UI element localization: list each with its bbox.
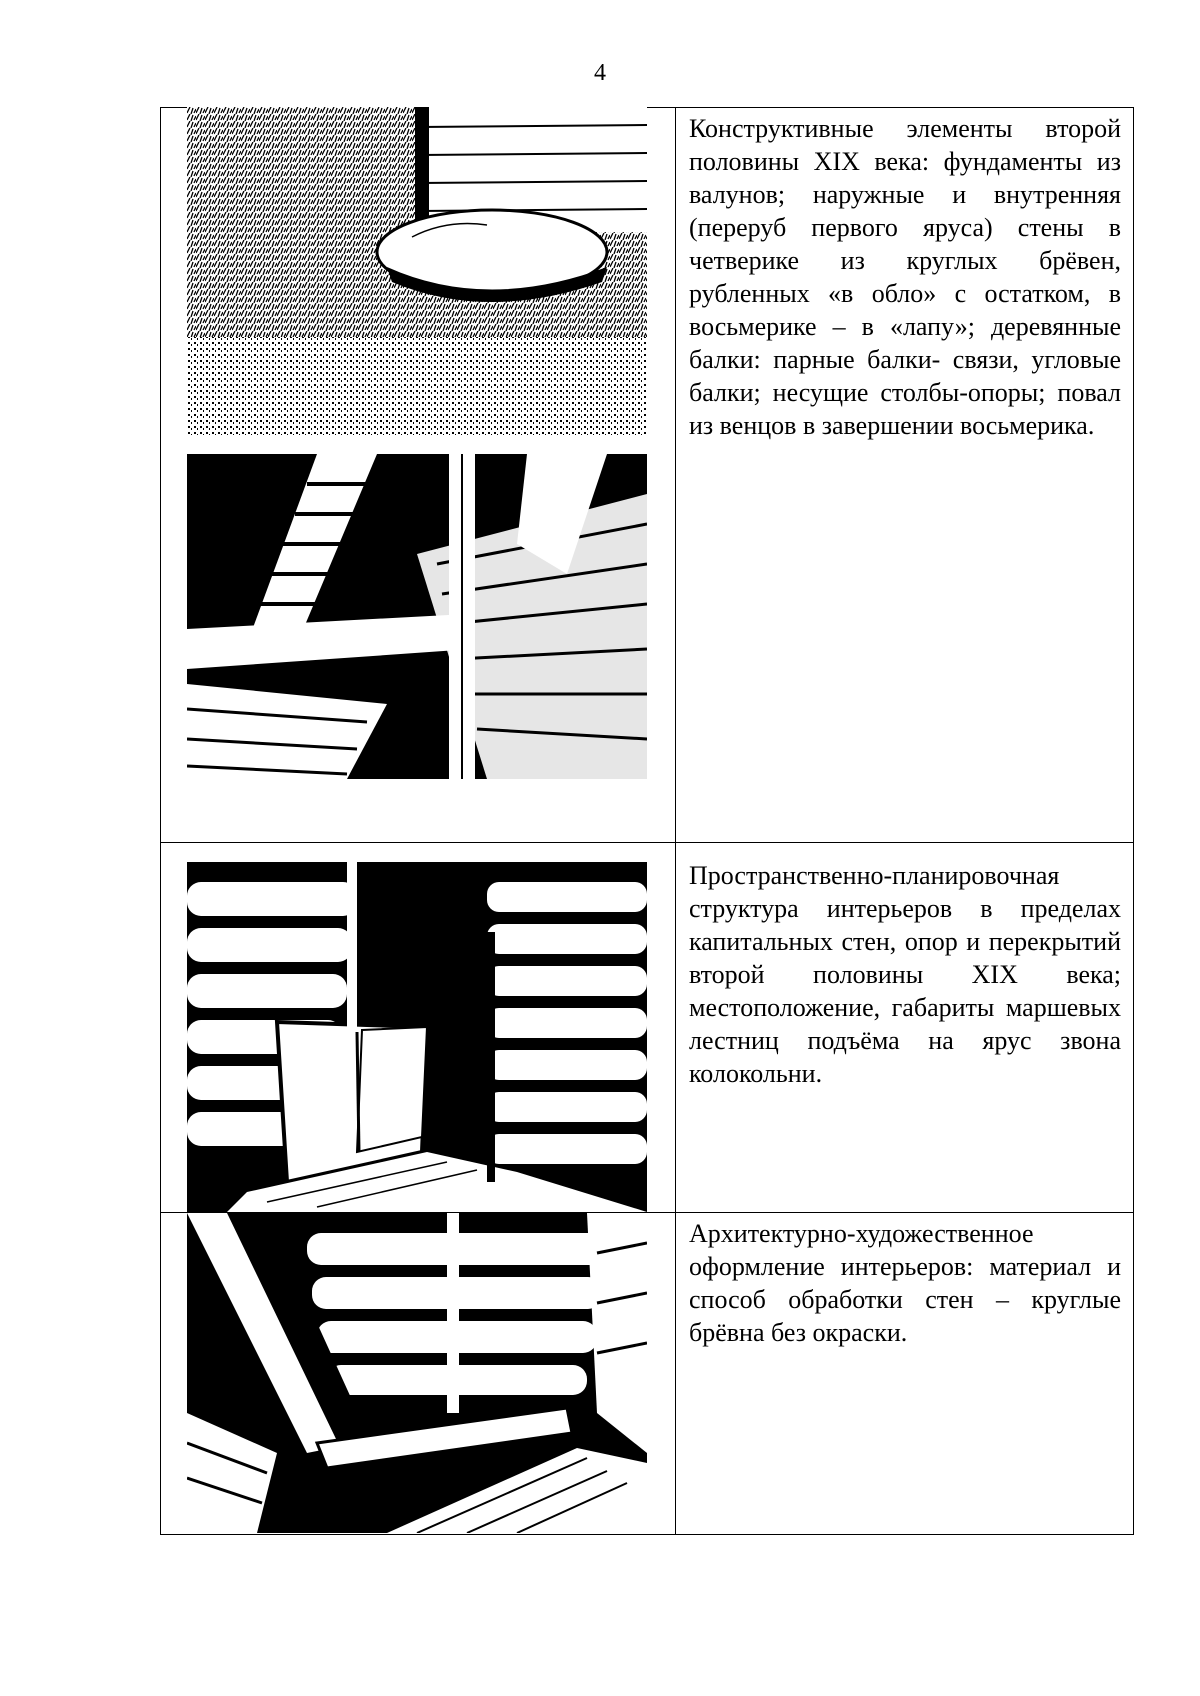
table-row (161, 843, 1134, 1213)
structural-elements-text: Конструктивные элементы второй половины XIX века: фундаменты из валунов; наружные и внутренняя (переруб первого яруса) стены в четверике из круглых брёвен, рубленных «в обло» с остатком, в восьмерике – в «лапу»; деревянные балки: парные балки- связи, угловые балки; несущие столбы-опоры; повал из венцов в завершении восьмерика. (689, 114, 1121, 440)
heritage-elements-table (160, 107, 1134, 1535)
page-number: 4 (594, 60, 606, 86)
log-walls-interior-photo (187, 1213, 647, 1533)
tower-interior-beams-photo (187, 454, 647, 779)
photo-cell (161, 108, 676, 843)
table-row (161, 1213, 1134, 1535)
description-cell (676, 843, 1134, 1213)
architectural-decoration-text: Архитектурно-художественное оформление интерьеров: материал и способ обработки стен – круглые брёвна без окраски. (689, 1219, 1121, 1347)
photo-cell (161, 843, 676, 1213)
photo-cell (161, 1213, 676, 1535)
description-cell (676, 108, 1134, 843)
description-cell (676, 1213, 1134, 1535)
spatial-planning-text: Пространственно-планировочная структура интерьеров в пределах капитальных стен, опор и перекрытий второй половины XIX века; местоположение, габариты маршевых лестниц подъёма на ярус звона колокольни. (689, 861, 1121, 1088)
boulder-foundation-photo (187, 107, 647, 435)
log-room-interior-photo (187, 862, 647, 1212)
table-row (161, 108, 1134, 843)
